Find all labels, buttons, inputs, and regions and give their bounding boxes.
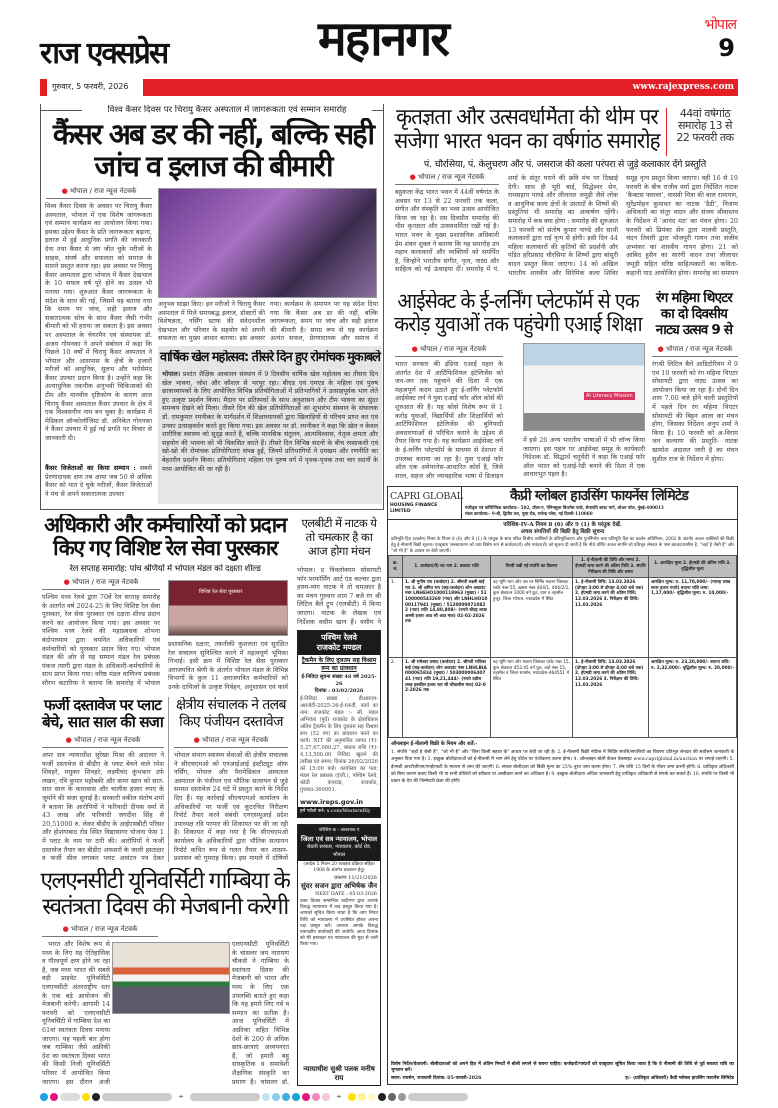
railway-division: राजकोट मण्डल (316, 643, 362, 652)
capri-reg-office: पंजीकृत एवं वाणिज्यिक कार्यालय:- 502, टॉवर-ए, पेनिनसुला बिजनेस पार्क, सेनापति बापट मार्ग, लोअर परेल, मुंबई-400013 (465, 505, 664, 510)
sports-body: भोपाल। प्रशांत शैक्षिक आवासन संस्थान में 9 दिवसीय वार्षिक खेल महोत्सव का तीसरा दिन खेल भावना, जोश और कौशल से भरपूर रहा। बीएड एवं एमएड के महिला एवं पुरुष छात्राध्यापकों के लिए आयोजित विभिन्न प्रतियोगिताओं में प्रतिभागियों ने उत्साहपूर्वक भाग लेते हुए उत्कृष्ट प्रदर्शन किया। मैदान पर प्रतिस्पर्धा के साथ अनुशासन और टीम भावना का सुंदर समन्वय देखने को मिला। तीसरे दिन की खेल प्रतियोगिताओं का शुभारंभ संस्थान के संचालक डॉ. रामकुमार रमनीकर के मार्गदर्शन में शिक्षाध्यापकों द्वारा खिलाड़ियों से परिचय प्राप्त कर एवं उनका उत्साहवर्धन करते हुए किया गया। इस अवसर पर डॉ. रमनीकर ने कहा कि खेल न केवल शारीरिक स्वास्थ्य को सुदृढ़ करते हैं, बल्कि मानसिक संतुलन, आत्मविश्वास, नेतृत्व क्षमता और सहयोग की भावना को भी विकसित करते हैं। तीसरे दिन विभिन्न सदनों के बीच रस्साकशी एवं खो-खो की रोमांचक प्रतियोगिताएं संपन्न हुईं, जिनमें प्रतिभागियों ने दमखम और रणनीति का बेहतरीन प्रदर्शन किया। प्रतियोगिताएं महिला एवं पुरुष वर्ग में पृथक-पृथक तथा चार सदनों के मध्य आयोजित की जा रही हैं। (162, 370, 378, 473)
capri-terms-title: ऑनलाइन ई-नीलामी बिक्री के नियम और शर्तें:- (391, 741, 478, 748)
lnct-col2: एलएनसीटी यूनिवर्सिटी के चांसलर जय नारायण चौकसे ने गाम्बिया के स्वतंत्रता दिवस की मेजबानी को भारत और मध्य के लिए एक उपलब्धि बताते हुए कहा कि यह हमारे लिए गर्व व सम्मान का प्रतीक है। आज यूनिवर्सिटी में अफ्रीका सहित विभिन्न देशों के 200 से अधिक छात्र-छात्राएं अध्ययनरत हैं, जो हमारी बहु सांस्कृतिक व समावेशी शैक्षणिक संस्कृति का प्रमाण है। चांसलर डॉ. (232, 940, 289, 1086)
cancer-event-photo (158, 188, 377, 298)
lnct-event-photo (112, 942, 230, 1014)
bharat-subhead: पं. चौरसिया, पं. केलुचरण और पं. जसराज की कला परंपरा से जुड़े कलाकार देंगे प्रस्तुति (423, 159, 707, 170)
table-header-row (389, 556, 737, 578)
col-header: 1. कर्जदार(रों) का नाम 2. बकाया राशि (403, 556, 491, 578)
court-rule: (आदेश 5 नियम 20 व्यवहार प्रक्रिया संहिता 1908 के अंतर्गत प्रकाशन हेतु) (303, 862, 375, 873)
crosshair-icon: ⌖ (174, 1092, 188, 1102)
side-divider (666, 108, 667, 156)
regional-body: भोपाल संभाग स्वास्थ्य सेवाओं की क्षेत्रीय संचालक ने सीएचएमओ को एनआईआई इंस्टीट्यूट ऑफ नर्सिंग, भोपाल और पैरामेडिकल अस्पताल अस्पताल के पंजीयन एवं भौतिक सत्यापन से जुड़े समस्त दस्तावेज 24 घंटे में प्रस्तुत करने के निर्देश दिए हैं। यह कार्रवाई सीएचएमओ कार्यालय के अधिकारियों पर फर्जी एवं कूटरचित निरीक्षण रिपोर्ट तैयार करने संबंधी एनएसयूआई प्रदेश उपाध्यक्ष रवि परमार की शिकायत पर की जा रही है। शिकायत में कहा गया है कि सीएचएमओ कार्यालय के अधिकारियों द्वारा भौतिक सत्यापन रिपोर्ट कथित रूप से गलत तैयार कर शासन-प्रशासन को गुमराह किया। इस मामले में दोषियों (174, 751, 288, 863)
cell-price: आरक्षित मूल्य: रु. 23,20,000/- बयाना राशि: रु. 2,32,000/- वृद्धिशील मूल्य: रु. 20,000/- (649, 658, 737, 738)
court-parties: सुंदर सजन द्वारा अभिषेक जैन (301, 882, 377, 890)
cell-property: वह भूमि भाग और उस पर निर्मित मकान जिसका प्लॉट नंबर 55, खसरा नंबर 404/1, 406/2/1, कुल क्षेत्रफल 1000 वर्ग फुट, ग्राम व तहसील हुजूर, जिला भोपाल, मध्यप्रदेश में स्थित (491, 578, 573, 658)
lbt-body: भोपाल। द त्रिवलोक्यम सोसायटी फॉर परफॉर्मिंग आर्ट एंड कल्चर द्वारा हास्य-व्यंग नाटक ये तो चमत्कार है का मंचन गुरुवार शाम 7 बजे रंग श्री लिटिल बैले ट्रूप (एलबीटी) में किया जाएगा। नाटक के लेखक एवं निर्देशक वसीम खान हैं। वसीम ने (297, 566, 381, 626)
rail-award-photo (168, 580, 288, 636)
rail-subhead: रेल सप्ताह समारोह: पांच श्रेणियों में भोपाल मंडल को दक्षता शील्ड (69, 564, 261, 574)
rail-col1: पश्चिम मध्य रेलवे द्वारा 70वें रेल सप्ताह समारोह के अंतर्गत वर्ष 2024-25 के लिए विशिष्ट रेल सेवा पुरस्कार, रेल सेवा पुरस्कार एवं दक्षता शील्ड प्रदान करने का आयोजन किया गया। इस अवसर पर पश्चिम मध्य रेलवे की महाप्रबंधक शोभना बंदोपाध्याय द्वारा चयनित अधिकारियों एवं कर्मचारियों को पुरस्कार प्रदान किए गए। भोपाल मंडल की ओर से यह सम्मान मंडल रेल प्रबंधक पंकज त्यागी द्वारा मंडल के अधिकारी-कर्मचारियों के साथ प्राप्त किया गया। वरिष्ठ मंडल वाणिज्य प्रबंधक सौरभ कटारिया ने बताया कि समारोह में भोपाल (42, 593, 160, 687)
byline: ● भोपाल / राज न्यूज नेटवर्क (395, 173, 499, 185)
page-number: 9 (718, 34, 734, 62)
bharat-col2: शर्मा के संतूर घराने की छवि मंच पर दिखाई देगी। साथ ही भूरी बाई, सिद्धेश्वर सेन, रामसहाय पाण्डे और लीलाधर जमूड़ी जैसे लोक व आधुनिक कला क्षेत्रों के उस्तादों के शिष्यों की प्रस्तुतियां भी समारोह का आकर्षण रहेंगी। समारोह में कब क्या होगा : समारोह की शुरुआत 13 फरवरी को संतोष कुमार पाण्डे और साथी कलाकारों द्वारा राई नृत्य से होगी। इसी दिन 44 महिला कलाकारों की कृतियों की प्रदर्शनी और पंडित हरिप्रसाद चौरसिया के शिष्यों द्वारा बांसुरी वादन प्रस्तुत किया जाएगा। 14 को अखिल भारतीय शास्त्रीय और सिरेमिक कला शिविर (508, 174, 618, 277)
bharat-side-note: 44वां वर्षगांठ समारोह 13 से 22 फरवरी तक (676, 108, 734, 144)
court-case-no: प्रकरण 11/21/2026 (334, 875, 377, 881)
rail-headline: अधिकारी और कर्मचारियों को प्रदान किए गए विशिष्ट रेल सेवा पुरस्कार (44, 514, 286, 560)
red-marker (40, 79, 47, 96)
fraud-body: अपर सत्र न्यायाधीश सुरेखा मिश्रा की अदालत ने फर्जी दस्तावेज से बीडीए के प्लाट बेचने वाले रमेश शिवहरे, मधुकर शिवहरे, लक्ष्मीचंद कुंभकार उर्फ लखन, रवि कुमार महोबकी और कमर खान को सात-सात साल के कारावास और चालीस हजार रुपए के जुर्माने की सजा सुनाई है। सरकारी वकील संतोष शर्मा ने बताया कि आरोपियों ने फरियादी दीपक वर्मा से 43 लाख और फरियादी जगदीश सिंह से 20,51000 रु. लेकर बीडीए के आईएसबीटी परिसर और होशंगाबाद रोड स्थित विद्यासागर योजना फेस 1 में प्लाट के नाम पर ठगी की। आरोपियों ने फर्जी दस्तावेज तैयार कर बीडीए अफसरों के जाली हस्ताक्षर व फर्जी सील लगाकर प्लाट आवंटन पत्र देकर (42, 751, 164, 863)
aisect-col2: में इसे 26 अन्य भारतीय भाषाओं में भी लॉन्च किया जाएगा। इस पहल पर आईसेक्ट समूह के कार्यकारी निदेशक डॉ. सिद्धार्थ चतुर्वेदी ने कहा कि एआई फॉर ऑल भारत को एआई-रेडी बनाने की दिशा में एक आधारभूत पहल है। (523, 436, 645, 479)
byline: ● भोपाल / राज न्यूज नेटवर्क (174, 736, 288, 748)
cell-borrower: 1. श्री मुनीष राय (कर्जदार) 2. श्रीमती लक्ष्मी बाई राय 3. श्री अमित राय (सह-कर्जदार) लोन अकाउंट नंबर LNHEHO1000118963 (मुख्य) / 51100000543269 (नया) और LNHLHO1000117941 (मुख्य) / 51200000710822 (नया) राशि 14,80,808/- (रुपये चौदह लाख अस्सी हजार आठ सौ आठ मात्र) 02-02-2026 तक (403, 578, 491, 658)
cancer-col2: अनुभव साझा किए। इन मरीजों ने चिरायु कैंसर अस्पताल में मिले समयबद्ध इलाज, डॉक्टरों की विशेषज्ञता, नर्सिंग स्टाफ की संवेदनशील देखभाल और परिवार के सहयोग को अपनी सफलता का मुख्य आधार बताया। इस अवसर (158, 300, 265, 343)
cell-property: वह भूमि भाग और मकान जिसका प्लॉट नंबर 15, कुल क्षेत्रफल 453.45 वर्ग फुट, वार्ड नंबर 15, तहसील व जिला रायसेन, मध्यप्रदेश-464551 में स्थित (491, 658, 573, 738)
railway-notice-date: दिनांक : 03/02/2026 (314, 688, 364, 694)
byline: ● भोपाल / राज न्यूज नेटवर्क (652, 345, 738, 357)
col-header: 1. ई-नीलामी की तिथि और समय 2. ईएमडी जमा करने की अंतिम तिथि 3. संपत्ति निरीक्षण की तिथि और समय (573, 556, 649, 578)
bharat-headline: कृतज्ञता और उत्सवधर्मिता की थीम पर सजेगा भारत भवन का वर्षगांठ समारोह (394, 106, 660, 154)
col-header: 1. आरक्षित मूल्य 2. ईएमडी की अंतिम राशि 3. वृद्धिशील मूल्य (649, 556, 737, 578)
cell-borrower: 1. श्री रामेश्वर प्रसाद (कर्जदार) 2. श्रीमती राधिका बाई (सह-कर्जदार) लोन अकाउंट नंबर LNHLBIA000065834 (मुख्य) / 50300000640741 (नया) राशि 19,21,444/- (रुपये उन्नीस लाख इक्कीस हजार चार सौ चौवालीस मात्र) 02-02-2026 तक (403, 658, 491, 738)
aisect-col1: भारत सरकार की इंडिया एआई पहल के अंतर्गत देश में आर्टिफिशियल इंटेलिजेंस को जन-जन तक पहुंचाने की दिशा में एक महत्वपूर्ण कदम उठाते हुए ई-लर्निंग प्लेटफॉर्म आईसेक्ट लर्न ने युवा एआई फॉर ऑल कोर्स की शुरुआत की है। यह कोर्स विशेष रूप से 1 करोड़ युवाओं, विद्यार्थियों और शिक्षार्थियों को आर्टिफिशियल इंटेलिजेंस की बुनियादी अवधारणाओं से परिचित कराने के उद्देश्य से तैयार किया गया है। यह कार्यक्रम आईसेक्ट लर्न के ई-लर्निंग प्लेटफॉर्म के माध्यम से देशभर में उपलब्ध कराया जा रहा है। युवा एआई फॉर ऑल एक अवेयरनेस-आधारित कोर्स है, जिसे सरल, सहज और व्यावहारिक भाषा में डिजाइन (395, 360, 503, 480)
cancer-kicker: विश्व कैंसर दिवस पर चिरायु कैंसर अस्पताल में जागरूकता एवं सम्मान समारोह (82, 105, 372, 116)
website-link[interactable]: www.rajexpress.com (632, 82, 734, 92)
cell-price: आरक्षित मूल्य: रु. 11,70,000/- (ग्यारह लाख सत्तर हजार रुपये) बयाना राशि जमा: 1,17,000/- वृद्धिशील मूल्य: रु. 10,000/- (649, 578, 737, 658)
col-header: गिरवी रखी गई संपत्ति का विवरण (491, 556, 573, 578)
capri-logo-sub: HOUSING FINANCE LIMITED (390, 503, 438, 514)
bharat-col1: बहुकला केंद्र भारत भवन में 44वीं वर्षगांठ के अवसर पर 13 से 22 फरवरी तक कला, संगीत और संस्कृति का भव्य उत्सव आयोजित किया जा रहा है। दस दिवसीय समारोह की थीम कृतज्ञता और उत्सवधर्मिता रखी गई है। भारत भवन के मुख्य प्रशासनिक अधिकारी प्रेम शंकर शुक्ल ने बताया कि यह समारोह उन महान कलाकारों और व्यक्तियों को समर्पित है, जिन्होंने भारतीय संगीत, नृत्य, नाट्य और साहित्य को नई ऊंचाइयां दीं। समारोह में पं. (395, 188, 499, 274)
capri-signature: ह/- (प्राधिकृत अधिकारी) कैप्री ग्लोबल हाउसिंग फायनेंस लिमिटेड (625, 1076, 734, 1081)
capri-header (388, 487, 737, 520)
court-notice (297, 824, 381, 1086)
cancer-headline: कैंसर अब डर की नहीं, बल्कि सही जांच व इलाज की बीमारी (52, 118, 374, 183)
railway-org: पश्चिम रेलवे (321, 633, 357, 642)
cell-no: 1. (389, 578, 403, 658)
court-header-label: परिशिष्ट क - आवश्यक ए (318, 828, 360, 833)
fraud-headline: फर्जी दस्तावेज पर प्लाट बेचे, सात साल की सजा (42, 697, 163, 731)
court-signature: न्यायाधीश सुश्री पलक मनीष राय (303, 1065, 375, 1082)
capri-circle-office: मंडल कार्यालय:- 9-बी, द्वितीय तल, पूसा रोड, राजेन्द्र प्लेस, नई दिल्ली-110060 (465, 511, 593, 516)
railway-social[interactable]: हमें फॉलो करें: x.com/WesternRly (298, 807, 380, 817)
railway-ad-body: ई-निविदा संख्या : डीआरएम-आरजेटी-2025-26-ई-64वीं, कार्य का नाम: राजकोट मंडल :- सी. मंडल अभियंता (पूर्व) राजकोट के क्षेत्राधिकार अंतिम ट्रैकमैन के लिए दुलतम सह विश्राम रूम (52 नंग) का प्रावधान करने का कार्य। NIT की अनुमानित लागत (₹): 5,27,67,080.27, बयाना राशि (₹): 4,13,500.00 निविदा खुलने की तारीख एवं समय: दिनांक 26/02/2026 को 15:00 बजे। कार्यालय का पता: मंडल रेल प्रबंधक (इंजी.), पश्चिम रेलवे, कोठी कंपाउंड, राजकोट, गुजरात-360001. (300, 696, 378, 793)
lnct-col1: भारत और विशेष रूप से मध्य के लिए यह ऐतिहासिक व गौरवपूर्ण क्षण होने जा रहा है, जब मध्य भारत की सबसे बड़ी प्राइवेट यूनिवर्सिटी एलएनसीटी अंतरराष्ट्रीय स्तर के एक बड़े आयोजन की मेजबानी करेगी। आगामी 14 फरवरी को एलएनसीटी यूनिवर्सिटी में गाम्बिया देश का 61वां स्वतंत्रता दिवस मनाया जाएगा। यह पहली बार होगा जब गाम्बिया जैसे अफ्रीकी देश का स्वतंत्रता दिवस भारत की किसी निजी यूनिवर्सिटी परिसर में आयोजित किया जाएगा। इस दौरान अजी (42, 940, 110, 1086)
capri-title: कैप्री ग्लोबल हाउसिंग फायनेंस लिमिटेड (510, 488, 688, 504)
byline: ● भोपाल / राज न्यूज नेटवर्क (42, 736, 164, 748)
capri-logo (388, 487, 462, 519)
lbt-headline: एलबीटी में नाटक ये तो चमत्कार है का आज होगा मंचन (301, 516, 377, 558)
col-header: क्र. सं. (389, 556, 403, 578)
railway-ad-title: ट्रैकमैन के लिए दुलतम सह विश्राम रूम का प्रावधान (301, 657, 377, 672)
bharat-col3: समूह नृत्य प्रस्तुत किया जाएगा। वहीं 16 से 19 फरवरी के बीच राजीव वर्मा द्वारा निर्देशित नाटक 'कैक्टस फ्लावर', वासवी मित्रा की बाल रामायण, सुरेंद्रमोहन कुमावत का नाटक 'डैडी', निजाम अधिकारी का संतूर वादन और संजय श्रीवास्तव के निर्देशन में 'आनंद मठ' का मंचन होगा। 20 फरवरी को प्रियंका सेन द्वारा मालवी प्रस्तुति, चंदन तिवारी द्वारा भोजपुरी गायन तथा संजीव अभ्यंकर का शास्त्रीय गायन होगा। 21 को आबिद हुसैन का सारंगी वादन तथा लीलाधर जमूड़ी सहित वरिष्ठ साहित्यकारों का कविता-कहानी पाठ आयोजित होगा। समारोह का समापन (626, 174, 738, 277)
byline: ● भोपाल / राज न्यूज नेटवर्क (42, 925, 158, 937)
byline: ● भोपाल / राज न्यूज नेटवर्क (395, 345, 503, 357)
bus-banner-text: AI Literacy Mission (586, 393, 633, 399)
cell-auction: 1. ई-नीलामी तिथि: 13.03.2026 (दोपहर 3:00 से दोपहर 4:00 बजे तक) 2. ईएमडी जमा करने की अंतिम तिथि: 12.03.2026 3. निरीक्षण की तिथि: 11.03.2026 (573, 658, 649, 738)
railway-ad-header (298, 631, 380, 655)
court-header (298, 825, 380, 861)
court-title: जिला एवं सत्र न्यायालय, भोपाल (300, 835, 378, 843)
railway-notice-no: ई-निविदा सूचना संख्या 48 वर्ष 2025-26 (301, 674, 377, 687)
aisect-headline: आईसेक्ट के ई-लर्निंग प्लेटफॉर्म से एक करोड़ युवाओं तक पहुंचेगी एआई शिक्षा (394, 290, 642, 336)
rail-col2: प्रशासनिक दक्षता, तकनीकी कुशलता एवं सुरक्षित रेल संचालन सुनिश्चित करने में महत्वपूर्ण भूमिका निभाई। इसी क्रम में विशिष्ट रेल सेवा पुरस्कार अराजपत्रित श्रेणी के अंतर्गत भोपाल मंडल के विभिन्न विभागों के कुल 11 अराजपत्रित कर्मचारियों को उनके दायित्वों के उत्कृष्ट निर्वहन, अनुशासन एवं कार्य (168, 640, 288, 691)
cancer-body: विश्व कैंसर दिवस के अवसर पर चिरायु कैंसर अस्पताल, भोपाल में एक विशेष जागरूकता एवं सम्मान कार्यक्रम का आयोजन किया गया। इसका उद्देश्य कैंसर के प्रति जागरूकता बढ़ाना, इलाज में हुई आधुनिक प्रगति की जानकारी देना तथा कैंसर से जंग जीत चुके मरीजों के साहस, संघर्ष और सफलता को समाज के सामने प्रस्तुत करना रहा। इस अवसर पर चिरायु कैंसर अस्पताल द्वारा भोपाल में कैंसर देखभाल के 10 सफल वर्ष पूरे होने का उत्सव भी मनाया गया। शुरुआत कैंसर जागरूकता के संदेश के साथ की गई, जिसमें यह बताया गया कि समय पर जांच, सही इलाज और सकारात्मक सोच के साथ कैंसर जैसी गंभीर बीमारी को भी हराया जा सकता है। इस अवसर पर अस्पताल के चेयरमैन एवं संस्थापक डॉ. अजय गोयनका ने अपने संबोधन में कहा कि पिछले 10 वर्षों में चिरायु कैंसर अस्पताल ने भोपाल और आसपास के क्षेत्रों के हजारों मरीजों को आधुनिक, सुलभ और भरोसेमंद कैंसर उपचार प्रदान किया है। उन्होंने कहा कि अत्याधुनिक तकनीक अनुभवी चिकित्सकों की टीम और मानवीय दृष्टिकोण के कारण आज चिरायु कैंसर अस्पताल कैंसर उपचार के क्षेत्र में एक विश्वसनीय नाम बन चुका है। कार्यक्रम में मेडिकल ऑन्कोलॉजिस्ट डॉ. अनिकेत गोयनका ने कैंसर उपचार में हुई नई प्रगति पर विचार से जानकारी दी। (45, 202, 152, 443)
cell-auction: 1. ई-नीलामी तिथि: 13.03.2026 (दोपहर 3:00 से दोपहर 4:00 बजे तक) 2. ईएमडी जमा करने की अंतिम तिथि: 12.03.2026 3. निरीक्षण की तिथि: 11.03.2026 (573, 578, 649, 658)
cancer-body-2: कैंसर विजेताओं का किया सम्मान : सबसे प्रेरणादायक क्षण तब आया जब 50 से अधिक कैंसर को मात दे चुके मरीजों, कैंसर विजेताओं ने मंच से अपने सकारात्मक उपचार (45, 464, 152, 498)
photo-banner-text: विशिष्ट रेल सेवा पुरस्कार (199, 589, 243, 595)
capri-global-ad (387, 486, 738, 1085)
table-row (389, 578, 737, 658)
court-body: उक्त विवाद सम्बन्धित वादीगण द्वारा आपके विरुद्ध न्यायालय में वाद प्रस्तुत किया गया है। आपको सूचित किया जाता है कि आप नियत तिथि को न्यायालय में उपस्थित होकर अपना पक्ष प्रस्तुत करें। अन्यथा आपके विरुद्ध एकपक्षीय कार्यवाही की जावेगी। आज दिनांक को मेरे हस्ताक्षर एवं न्यायालय की मुद्रा से जारी किया गया। (300, 899, 378, 948)
cell-no: 2. (389, 658, 403, 738)
rang-body: रंगश्री लिटिल बैले आडिटोरियम में 9 एवं 10 फरवरी को रंग महिमा थिएटर सोसायटी द्वारा नाट्य उत्सव का आयोजन किया जा रहा है। दोनों दिन शाम 7.00 बजे होने वाली प्रस्तुतियों में पहले दिन रंग महिमा थिएटर सोसायटी की बिट्टन आला का मंचन होगा, जिसका निर्देशन अनुप शर्मा ने किया है। 10 फरवरी को अ-विराम जन कल्याण की प्रस्तुति- नाटक खामोश अदालत जारी है का मंचन सुशील राज के निर्देशन में होगा। (652, 360, 738, 463)
capri-auction-table (388, 555, 737, 738)
table-row (389, 658, 737, 738)
paper-name: राज एक्सप्रेस (40, 36, 168, 71)
sports-headline: वार्षिक खेल महोत्सव: तीसरे दिन हुए रोमांचक मुकाबले (160, 350, 380, 365)
aisect-bus-photo (523, 343, 645, 431)
capri-intro: प्रतिभूति हित (प्रवर्तन) नियम के नियम 8 (6) और 9 (1) के परंतुक के साथ पठित वित्तीय आस्तियों के प्रतिभूतिकरण और पुनर्निर्माण तथा प्रतिभूति हित का प्रवर्तन अधिनियम, 2002 के अंतर्गत अचल आस्तियों की बिक्री हेतु ई-नीलामी बिक्री सूचना। एतद्द्वारा जनसाधारण को तथा विशेष रूप से कर्जदार(रों) और गारंटर(रों) को सूचना दी जाती है कि नीचे वर्णित अचल संपत्ति जो प्रतिभूत लेनदार के पास बंधक/प्रभारित है, "जहाँ है जैसी है" और "जो भी है" के आधार पर बेची जाएगी। (391, 537, 734, 554)
print-registration-bar (40, 1092, 740, 1102)
ireps-link[interactable]: www.ireps.gov.in (300, 798, 364, 806)
capri-appendix: परिशिष्ट-IV-A नियम 8 (6) और 9 (1) के परंतुक देखें. (503, 522, 622, 528)
byline: ● भोपाल / राज न्यूज नेटवर्क (42, 578, 160, 590)
column-divider (168, 697, 169, 862)
capri-place-date: स्थान: रायसेन, राजधानी दिनांक: 05-फरवरी-2026 (391, 1076, 482, 1081)
capri-footer: विशेष निर्देश/चेतावनी: बोलीदाताओं को अपने हित में अंतिम मिनटों में बोली लगाने से बचना चाहिए। कर्जदारों/गारंटरों को एतद्द्वारा सूचित किया जाता है कि वे नीलामी की तिथि से पूर्व बकाया राशि का भुगतान करें। (391, 1062, 734, 1073)
capri-notice-title: अचल संपत्तियों की बिक्री हेतु बिक्री सूचना (520, 529, 605, 535)
cancer-col3: गया। कार्यक्रम के समापन पर यह संदेश दिया गया कि कैंसर अब डर की नहीं, बल्कि जागरूकता, समय पर जांच और सही इलाज की बीमारी है। समग्र रूप से यह कार्यक्रम अत्यंत सफल, प्रेरणादायक और समाज में (270, 300, 378, 343)
railway-tender-ad (297, 630, 381, 818)
regional-headline: क्षेत्रीय संचालक ने तलब किए पंजीयन दस्तावेज (176, 697, 286, 730)
issue-date: गुरुवार, 5 फरवरी, 2026 (52, 82, 129, 91)
capri-logo-name: CAPRI GLOBAL (390, 491, 463, 502)
rang-headline: रंग महिमा थिएटर का दो दिवसीय नाट्य उत्सव 9 से (655, 290, 733, 338)
capri-terms: 1. संपत्ति "जहाँ है जैसी है", "जो भी है" और "बिना किसी सहारा के" आधार पर बेची जा रही है। 2. ई-नीलामी बिक्री नोटिस में निर्दिष्ट संपत्ति/संपत्तियों का विवरण प्रतिभूत लेनदार की सर्वोत्तम जानकारी के अनुसार दिया गया है। 3. इच्छुक बोलीदाताओं को ई-नीलामी में भाग लेने हेतु पोर्टल पर पंजीकरण करना होगा। 4. ऑनलाइन बोली केवल वेबसाइट www.capriglobal.in/auction पर लगाई जाएगी। 5. ईएमडी आरटीजीएस/एनईएफटी के माध्यम से जमा की जाएगी। 6. सफल बोलीदाता को बिक्री मूल्य का 25% तुरंत जमा करना होगा। 7. शेष राशि 15 दिनों के भीतर जमा करनी होगी। 8. प्राधिकृत अधिकारी को बिना कारण बताए किसी भी या सभी बोलियों को स्वीकार या अस्वीकार करने का अधिकार है। 9. इच्छुक बोलीदाता अधिक जानकारी हेतु प्राधिकृत अधिकारी से संपर्क कर सकते हैं। 10. संपत्ति पर किसी भी प्रकार के देय की जिम्मेदारी क्रेता की होगी। (391, 750, 734, 784)
byline: ● भोपाल / राज न्यूज नेटवर्क (46, 187, 152, 199)
section-title: महानगर (318, 11, 448, 67)
court-next-date: NEXT DATE : 05-03-2026 (315, 892, 377, 897)
lnct-headline: एलएनसीटी यूनिवर्सिटी गाम्बिया के स्वतंत्रता दिवस की मेजबानी करेगी (40, 868, 290, 920)
crosshair-icon: ⌖ (332, 1092, 346, 1102)
edition-city: भोपाल (704, 17, 736, 33)
court-subtitle: जेठारी सरकार, न्यायालय, कोर्ट रोड, भोपाल (306, 844, 372, 858)
